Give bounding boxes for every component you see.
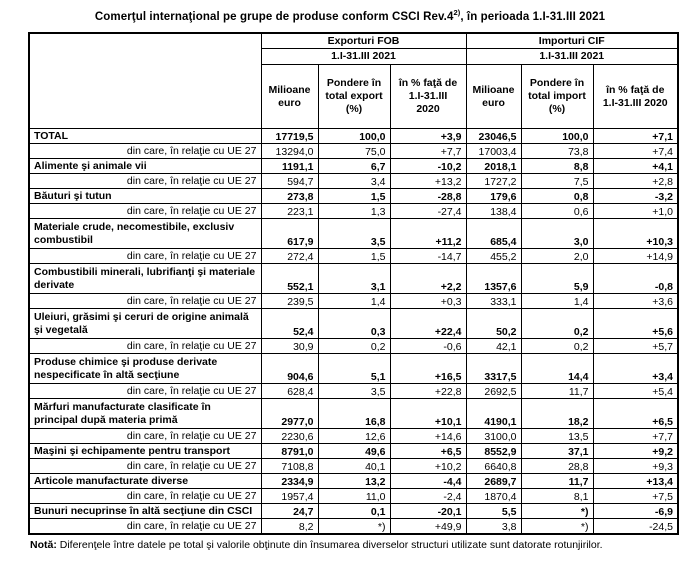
cell-value: 100,0 xyxy=(318,129,390,144)
cell-value: +2,2 xyxy=(390,264,466,294)
cell-value: +7,4 xyxy=(593,144,678,159)
cell-value: 11,7 xyxy=(521,474,593,489)
cell-value: +6,5 xyxy=(593,399,678,429)
row-label: din care, în relaţie cu UE 27 xyxy=(29,459,261,474)
table-row-category xyxy=(29,159,678,174)
cell-value: +9,3 xyxy=(593,459,678,474)
cell-value: -24,5 xyxy=(593,519,678,534)
col-header-export-pct-2020: în % faţă de 1.I-31.III 2020 xyxy=(390,65,466,129)
cell-value: 11,0 xyxy=(318,489,390,504)
cell-value: 37,1 xyxy=(521,444,593,459)
period-imports: 1.I-31.III 2021 xyxy=(466,49,678,65)
footnote xyxy=(30,539,700,552)
page-title xyxy=(0,0,700,23)
cell-value: 50,2 xyxy=(466,309,521,339)
table-row-category xyxy=(29,309,678,339)
cell-value: +10,2 xyxy=(390,459,466,474)
table-header xyxy=(29,33,678,129)
cell-value: 3,0 xyxy=(521,219,593,249)
table-row-sub xyxy=(29,144,678,159)
cell-value: 455,2 xyxy=(466,249,521,264)
cell-value: +3,9 xyxy=(390,129,466,144)
table-row-category xyxy=(29,399,678,429)
row-label: din care, în relaţie cu UE 27 xyxy=(29,384,261,399)
cell-value: 2689,7 xyxy=(466,474,521,489)
cell-value: -28,8 xyxy=(390,189,466,204)
cell-value: 2,0 xyxy=(521,249,593,264)
cell-value: 49,6 xyxy=(318,444,390,459)
cell-value: -0,6 xyxy=(390,339,466,354)
cell-value: 1,5 xyxy=(318,189,390,204)
group-header-exports: Exporturi FOB xyxy=(261,33,466,49)
cell-value: 4190,1 xyxy=(466,399,521,429)
row-label: Articole manufacturate diverse xyxy=(29,474,261,489)
row-label: Produse chimice şi produse derivate nespecificate în altă secţiune xyxy=(29,354,261,384)
cell-value: +7,1 xyxy=(593,129,678,144)
cell-value: +5,7 xyxy=(593,339,678,354)
cell-value: 272,4 xyxy=(261,249,318,264)
group-header-imports: Importuri CIF xyxy=(466,33,678,49)
cell-value: *) xyxy=(318,519,390,534)
title-suffix: , în perioada 1.I-31.III 2021 xyxy=(460,10,606,23)
col-header-export-pondere: Pondere în total export (%) xyxy=(318,65,390,129)
row-label: Alimente şi animale vii xyxy=(29,159,261,174)
cell-value: 7,5 xyxy=(521,174,593,189)
footnote-text: Diferenţele între datele pe total şi valorile obţinute din însumarea diverselor structuri utilizate sunt datorate rotunjirilor. xyxy=(56,538,603,551)
cell-value: +0,3 xyxy=(390,294,466,309)
cell-value: 8,2 xyxy=(261,519,318,534)
cell-value: +14,9 xyxy=(593,249,678,264)
table-row-category xyxy=(29,219,678,249)
cell-value: -14,7 xyxy=(390,249,466,264)
cell-value: 8552,9 xyxy=(466,444,521,459)
cell-value: 30,9 xyxy=(261,339,318,354)
row-label: TOTAL xyxy=(29,129,261,144)
table-row-sub xyxy=(29,174,678,189)
cell-value: 17003,4 xyxy=(466,144,521,159)
cell-value: 23046,5 xyxy=(466,129,521,144)
cell-value: 594,7 xyxy=(261,174,318,189)
cell-value: 18,2 xyxy=(521,399,593,429)
cell-value: 138,4 xyxy=(466,204,521,219)
cell-value: 1191,1 xyxy=(261,159,318,174)
cell-value: 8,1 xyxy=(521,489,593,504)
cell-value: +13,2 xyxy=(390,174,466,189)
cell-value: 904,6 xyxy=(261,354,318,384)
cell-value: 1357,6 xyxy=(466,264,521,294)
table-row-sub xyxy=(29,249,678,264)
cell-value: 75,0 xyxy=(318,144,390,159)
row-label: din care, în relaţie cu UE 27 xyxy=(29,489,261,504)
cell-value: 1727,2 xyxy=(466,174,521,189)
cell-value: 100,0 xyxy=(521,129,593,144)
cell-value: +6,5 xyxy=(390,444,466,459)
cell-value: 3,1 xyxy=(318,264,390,294)
cell-value: 17719,5 xyxy=(261,129,318,144)
table-row-category xyxy=(29,354,678,384)
cell-value: 3,4 xyxy=(318,174,390,189)
table-row-sub xyxy=(29,429,678,444)
cell-value: 0,2 xyxy=(521,309,593,339)
cell-value: +22,4 xyxy=(390,309,466,339)
row-label: din care, în relaţie cu UE 27 xyxy=(29,429,261,444)
cell-value: 1,4 xyxy=(318,294,390,309)
row-label: Materiale crude, necomestibile, exclusiv combustibil xyxy=(29,219,261,249)
cell-value: 5,1 xyxy=(318,354,390,384)
table-row-sub xyxy=(29,384,678,399)
cell-value: 16,8 xyxy=(318,399,390,429)
row-label: din care, în relaţie cu UE 27 xyxy=(29,204,261,219)
row-label: Uleiuri, grăsimi şi ceruri de origine animală şi vegetală xyxy=(29,309,261,339)
cell-value: 42,1 xyxy=(466,339,521,354)
cell-value: +3,6 xyxy=(593,294,678,309)
cell-value: 0,6 xyxy=(521,204,593,219)
cell-value: 3,8 xyxy=(466,519,521,534)
table-row-category xyxy=(29,129,678,144)
cell-value: +5,6 xyxy=(593,309,678,339)
cell-value: +10,3 xyxy=(593,219,678,249)
cell-value: 3100,0 xyxy=(466,429,521,444)
title-superscript: 2) xyxy=(453,8,461,17)
cell-value: 2018,1 xyxy=(466,159,521,174)
cell-value: -10,2 xyxy=(390,159,466,174)
table-row-sub xyxy=(29,519,678,534)
cell-value: 0,2 xyxy=(521,339,593,354)
table-row-sub xyxy=(29,489,678,504)
cell-value: 1,3 xyxy=(318,204,390,219)
cell-value: +7,7 xyxy=(390,144,466,159)
row-label: din care, în relaţie cu UE 27 xyxy=(29,249,261,264)
cell-value: 0,8 xyxy=(521,189,593,204)
row-label: din care, în relaţie cu UE 27 xyxy=(29,174,261,189)
cell-value: 8791,0 xyxy=(261,444,318,459)
cell-value: +10,1 xyxy=(390,399,466,429)
cell-value: 8,8 xyxy=(521,159,593,174)
row-label: din care, în relaţie cu UE 27 xyxy=(29,339,261,354)
table-row-category xyxy=(29,474,678,489)
cell-value: 685,4 xyxy=(466,219,521,249)
cell-value: 7108,8 xyxy=(261,459,318,474)
cell-value: 5,9 xyxy=(521,264,593,294)
cell-value: 2334,9 xyxy=(261,474,318,489)
cell-value: +16,5 xyxy=(390,354,466,384)
row-label: Băuturi şi tutun xyxy=(29,189,261,204)
cell-value: 179,6 xyxy=(466,189,521,204)
row-label: din care, în relaţie cu UE 27 xyxy=(29,294,261,309)
cell-value: 3,5 xyxy=(318,384,390,399)
table-row-category xyxy=(29,504,678,519)
cell-value: +11,2 xyxy=(390,219,466,249)
table-row-sub xyxy=(29,459,678,474)
cell-value: 2977,0 xyxy=(261,399,318,429)
col-header-import-pct-2020: în % faţă de 1.I-31.III 2020 xyxy=(593,65,678,129)
cell-value: *) xyxy=(521,519,593,534)
cell-value: 40,1 xyxy=(318,459,390,474)
cell-value: 6640,8 xyxy=(466,459,521,474)
col-header-import-mil-euro: Milioane euro xyxy=(466,65,521,129)
cell-value: 13,2 xyxy=(318,474,390,489)
cell-value: -3,2 xyxy=(593,189,678,204)
cell-value: 333,1 xyxy=(466,294,521,309)
cell-value: 628,4 xyxy=(261,384,318,399)
cell-value: 1,5 xyxy=(318,249,390,264)
row-label: din care, în relaţie cu UE 27 xyxy=(29,144,261,159)
corner-cell xyxy=(29,33,261,129)
cell-value: +14,6 xyxy=(390,429,466,444)
cell-value: 0,1 xyxy=(318,504,390,519)
table-row-category xyxy=(29,264,678,294)
cell-value: +4,1 xyxy=(593,159,678,174)
footnote-label: Notă: xyxy=(30,538,57,551)
cell-value: 617,9 xyxy=(261,219,318,249)
cell-value: 223,1 xyxy=(261,204,318,219)
table-row-category xyxy=(29,444,678,459)
row-label: Combustibili minerali, lubrifianţi şi materiale derivate xyxy=(29,264,261,294)
trade-table xyxy=(28,32,679,535)
cell-value: -2,4 xyxy=(390,489,466,504)
cell-value: 0,3 xyxy=(318,309,390,339)
row-label: Bunuri necuprinse în altă secţiune din CSCI xyxy=(29,504,261,519)
row-label: Maşini şi echipamente pentru transport xyxy=(29,444,261,459)
cell-value: 12,6 xyxy=(318,429,390,444)
cell-value: 273,8 xyxy=(261,189,318,204)
table-row-category xyxy=(29,189,678,204)
cell-value: +7,7 xyxy=(593,429,678,444)
row-label: Mărfuri manufacturate clasificate în principal după materia primă xyxy=(29,399,261,429)
cell-value: 1870,4 xyxy=(466,489,521,504)
cell-value: 1,4 xyxy=(521,294,593,309)
cell-value: 28,8 xyxy=(521,459,593,474)
cell-value: 14,4 xyxy=(521,354,593,384)
cell-value: *) xyxy=(521,504,593,519)
cell-value: +3,4 xyxy=(593,354,678,384)
cell-value: -27,4 xyxy=(390,204,466,219)
cell-value: -20,1 xyxy=(390,504,466,519)
cell-value: +5,4 xyxy=(593,384,678,399)
cell-value: +22,8 xyxy=(390,384,466,399)
cell-value: +9,2 xyxy=(593,444,678,459)
cell-value: 552,1 xyxy=(261,264,318,294)
cell-value: -0,8 xyxy=(593,264,678,294)
cell-value: 52,4 xyxy=(261,309,318,339)
title-text: Comerţul internaţional pe grupe de produse conform CSCI Rev.4 xyxy=(94,10,454,23)
cell-value: 0,2 xyxy=(318,339,390,354)
cell-value: +13,4 xyxy=(593,474,678,489)
col-header-export-mil-euro: Milioane euro xyxy=(261,65,318,129)
table-row-sub xyxy=(29,204,678,219)
row-label: din care, în relaţie cu UE 27 xyxy=(29,519,261,534)
period-exports: 1.I-31.III 2021 xyxy=(261,49,466,65)
cell-value: -6,9 xyxy=(593,504,678,519)
col-header-import-pondere: Pondere în total import (%) xyxy=(521,65,593,129)
cell-value: +49,9 xyxy=(390,519,466,534)
cell-value: 6,7 xyxy=(318,159,390,174)
cell-value: 13294,0 xyxy=(261,144,318,159)
cell-value: 239,5 xyxy=(261,294,318,309)
cell-value: 1957,4 xyxy=(261,489,318,504)
cell-value: 5,5 xyxy=(466,504,521,519)
cell-value: 3,5 xyxy=(318,219,390,249)
cell-value: 24,7 xyxy=(261,504,318,519)
cell-value: 2230,6 xyxy=(261,429,318,444)
cell-value: +2,8 xyxy=(593,174,678,189)
cell-value: 11,7 xyxy=(521,384,593,399)
table-row-sub xyxy=(29,294,678,309)
cell-value: +1,0 xyxy=(593,204,678,219)
cell-value: -4,4 xyxy=(390,474,466,489)
cell-value: 2692,5 xyxy=(466,384,521,399)
cell-value: 3317,5 xyxy=(466,354,521,384)
cell-value: 13,5 xyxy=(521,429,593,444)
cell-value: 73,8 xyxy=(521,144,593,159)
table-row-sub xyxy=(29,339,678,354)
cell-value: +7,5 xyxy=(593,489,678,504)
table-body xyxy=(29,129,678,534)
